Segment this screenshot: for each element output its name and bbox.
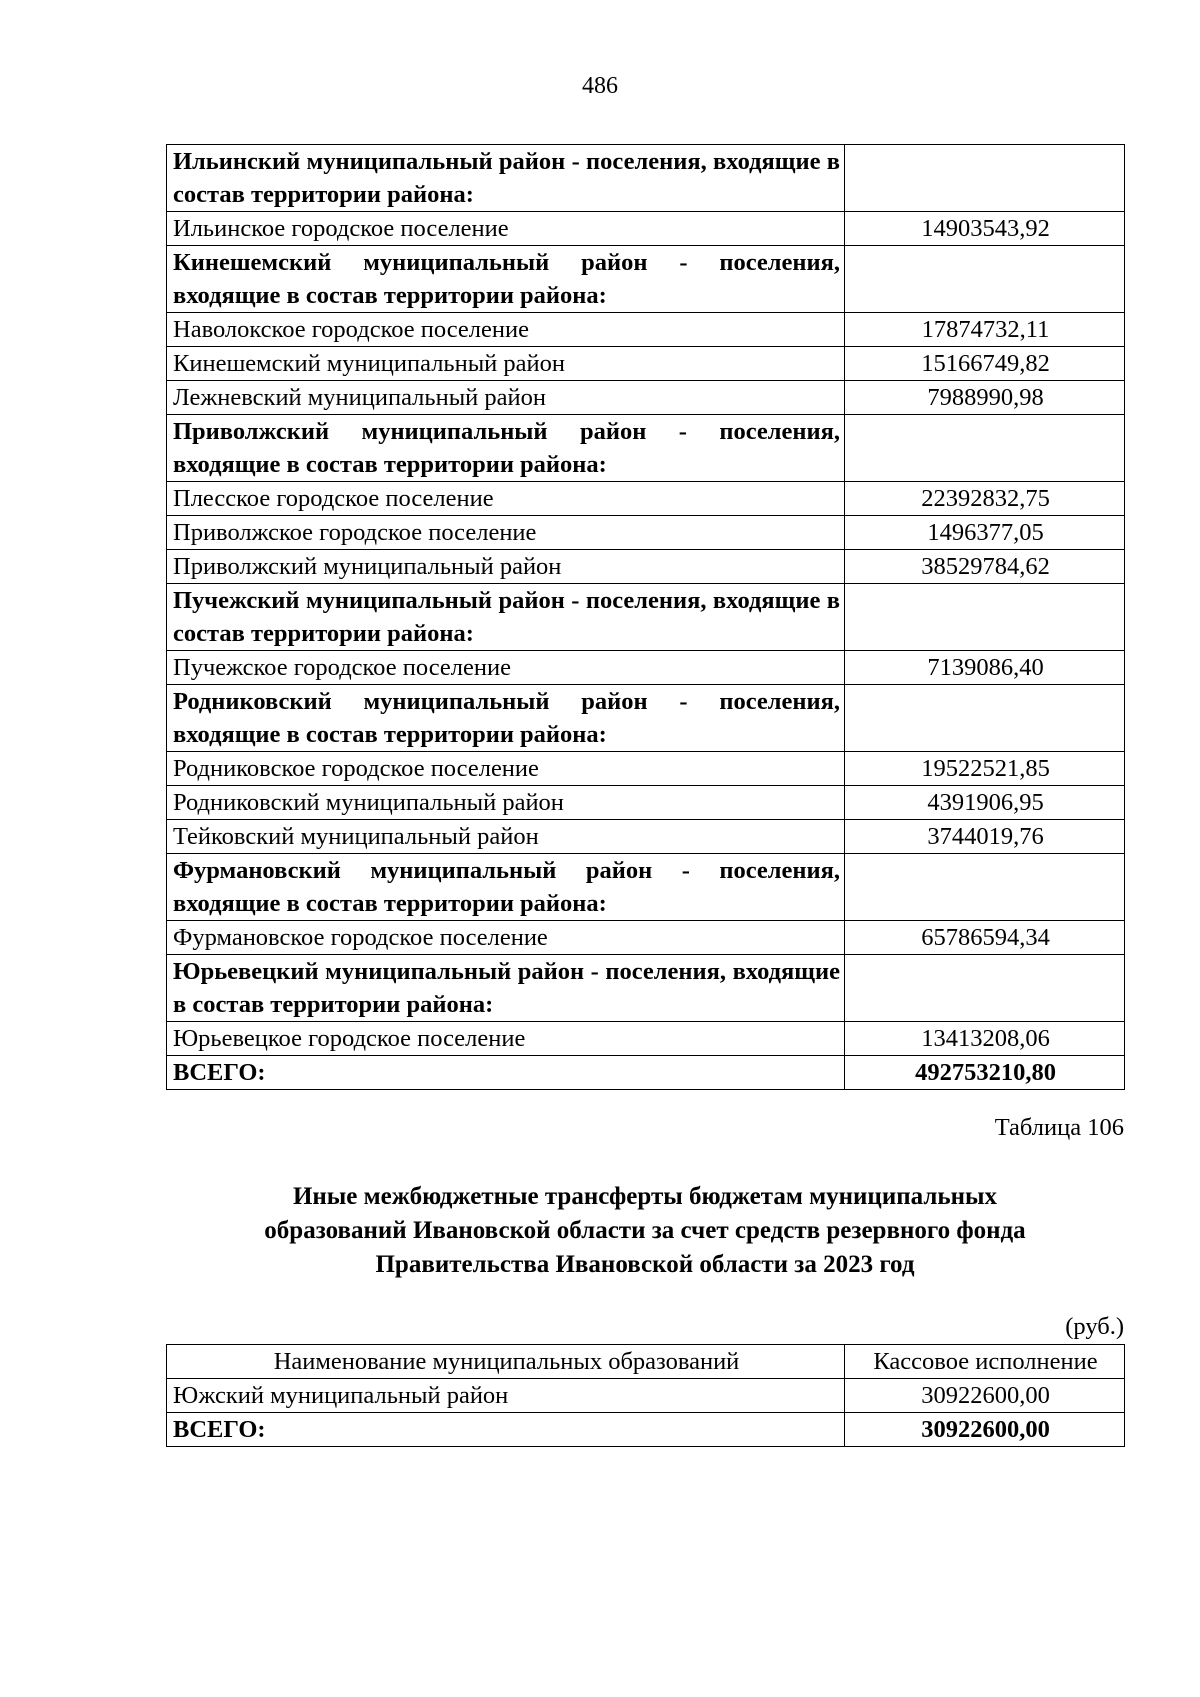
value-cell: 15166749,82 <box>845 347 1125 381</box>
value-cell: 30922600,00 <box>845 1379 1125 1413</box>
total-row <box>167 1056 1125 1090</box>
group-row <box>167 854 1125 921</box>
value-cell <box>845 145 1125 212</box>
name-cell: Тейковский муниципальный район <box>167 820 845 854</box>
value-cell: 3744019,76 <box>845 820 1125 854</box>
value-cell <box>845 584 1125 651</box>
table-row <box>167 381 1125 415</box>
name-cell: Кинешемский муниципальный район - поселения, входящие в состав территории района: <box>167 246 845 313</box>
total-label-cell: ВСЕГО: <box>167 1056 845 1090</box>
name-cell: Фурмановский муниципальный район - поселения, входящие в состав территории района: <box>167 854 845 921</box>
value-cell <box>845 854 1125 921</box>
total-value-cell: 30922600,00 <box>845 1413 1125 1447</box>
name-cell: Кинешемский муниципальный район <box>167 347 845 381</box>
name-cell: Плесское городское поселение <box>167 482 845 516</box>
table-row <box>167 1022 1125 1056</box>
table-title-line: Иные межбюджетные трансферты бюджетам муниципальных <box>292 1183 998 1210</box>
name-cell: Приволжское городское поселение <box>167 516 845 550</box>
table-row <box>167 482 1125 516</box>
table-row <box>167 820 1125 854</box>
table-row <box>167 786 1125 820</box>
table-row <box>167 550 1125 584</box>
table-row <box>167 212 1125 246</box>
group-row <box>167 415 1125 482</box>
table-header-row <box>167 1345 1125 1379</box>
table-title-line: Правительства Ивановской области за 2023 год <box>375 1251 915 1278</box>
table-title <box>166 1180 1124 1282</box>
table-row <box>167 752 1125 786</box>
name-cell: Наволокское городское поселение <box>167 313 845 347</box>
name-cell: Приволжский муниципальный район - поселения, входящие в состав территории района: <box>167 415 845 482</box>
value-cell <box>845 685 1125 752</box>
table-row <box>167 921 1125 955</box>
value-cell: 17874732,11 <box>845 313 1125 347</box>
header-name-cell: Наименование муниципальных образований <box>167 1345 845 1379</box>
value-cell <box>845 955 1125 1022</box>
value-cell: 4391906,95 <box>845 786 1125 820</box>
table-caption: Таблица 106 <box>994 1114 1124 1141</box>
transfers-table-continued <box>166 144 1125 1090</box>
value-cell: 38529784,62 <box>845 550 1125 584</box>
group-row <box>167 685 1125 752</box>
total-row <box>167 1413 1125 1447</box>
group-row <box>167 955 1125 1022</box>
value-cell: 7139086,40 <box>845 651 1125 685</box>
value-cell <box>845 246 1125 313</box>
group-row <box>167 584 1125 651</box>
group-row <box>167 145 1125 212</box>
value-cell: 22392832,75 <box>845 482 1125 516</box>
name-cell: Ильинское городское поселение <box>167 212 845 246</box>
total-value-cell: 492753210,80 <box>845 1056 1125 1090</box>
value-cell: 65786594,34 <box>845 921 1125 955</box>
name-cell: Юрьевецкое городское поселение <box>167 1022 845 1056</box>
value-cell: 13413208,06 <box>845 1022 1125 1056</box>
reserve-fund-transfers-table <box>166 1344 1125 1447</box>
name-cell: Родниковское городское поселение <box>167 752 845 786</box>
total-label-cell: ВСЕГО: <box>167 1413 845 1447</box>
value-cell: 1496377,05 <box>845 516 1125 550</box>
name-cell: Юрьевецкий муниципальный район - поселения, входящие в состав территории района: <box>167 955 845 1022</box>
name-cell: Ильинский муниципальный район - поселения, входящие в состав территории района: <box>167 145 845 212</box>
units-label: (руб.) <box>1065 1313 1124 1340</box>
table-row <box>167 516 1125 550</box>
header-value-cell: Кассовое исполнение <box>845 1345 1125 1379</box>
value-cell: 19522521,85 <box>845 752 1125 786</box>
name-cell: Родниковский муниципальный район <box>167 786 845 820</box>
table-title-line: образований Ивановской области за счет средств резервного фонда <box>264 1217 1026 1244</box>
name-cell: Лежневский муниципальный район <box>167 381 845 415</box>
transfers-table-body <box>167 145 1125 1090</box>
value-cell: 14903543,92 <box>845 212 1125 246</box>
value-cell: 7988990,98 <box>845 381 1125 415</box>
table-row <box>167 313 1125 347</box>
table-row <box>167 651 1125 685</box>
reserve-fund-table-body <box>167 1345 1125 1447</box>
group-row <box>167 246 1125 313</box>
name-cell: Пучежский муниципальный район - поселения, входящие в состав территории района: <box>167 584 845 651</box>
table-row <box>167 1379 1125 1413</box>
value-cell <box>845 415 1125 482</box>
name-cell: Фурмановское городское поселение <box>167 921 845 955</box>
name-cell: Пучежское городское поселение <box>167 651 845 685</box>
name-cell: Родниковский муниципальный район - поселения, входящие в состав территории района: <box>167 685 845 752</box>
name-cell: Приволжский муниципальный район <box>167 550 845 584</box>
page-number: 486 <box>582 73 618 99</box>
table-row <box>167 347 1125 381</box>
name-cell: Южский муниципальный район <box>167 1379 845 1413</box>
